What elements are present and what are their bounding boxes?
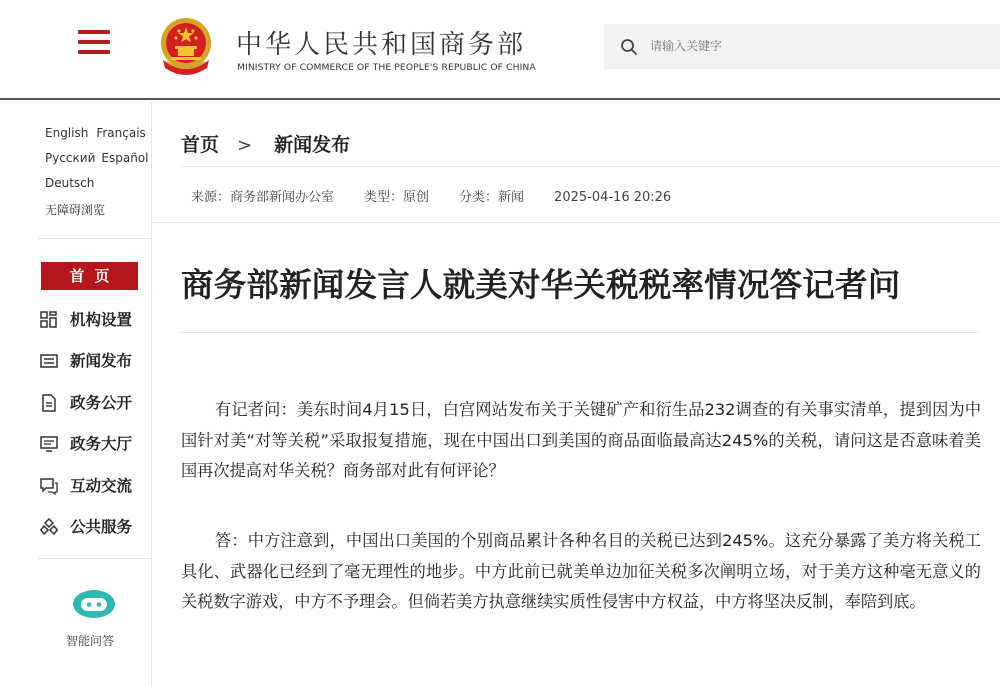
sidebar-item-label: 互动交流: [70, 477, 133, 495]
lang-russian[interactable]: Русский: [45, 151, 96, 165]
breadcrumb-separator: >: [237, 135, 253, 156]
hamburger-menu-icon[interactable]: [78, 30, 110, 58]
meta-type: 类型：原创: [364, 190, 430, 205]
search-input[interactable]: [650, 32, 980, 60]
article-title: 商务部新闻发言人就美对华关税税率情况答记者问: [181, 266, 901, 304]
news-icon: [40, 352, 58, 370]
grid-icon: [40, 311, 58, 329]
sidebar-item-organization[interactable]: [40, 306, 150, 332]
sidebar-divider: [38, 558, 152, 559]
language-row: [45, 176, 102, 190]
monitor-icon: [40, 435, 58, 453]
meta-datetime: 2025-04-16 20:26: [554, 190, 672, 205]
title-divider: [181, 332, 978, 333]
sidebar-item-public-service[interactable]: [40, 513, 150, 539]
site-title: 中华人民共和国商务部: [236, 30, 527, 60]
lang-german[interactable]: Deutsch: [45, 176, 95, 190]
sidebar-home-button[interactable]: 首页: [41, 262, 138, 290]
assistant-label[interactable]: 智能问答: [66, 634, 115, 648]
meta-source: 来源：商务部新闻办公室: [191, 190, 335, 205]
lang-english[interactable]: English: [45, 126, 89, 140]
accessibility-label[interactable]: 无障碍浏览: [45, 203, 106, 217]
language-row: [45, 151, 156, 165]
sidebar-item-service-hall[interactable]: [40, 430, 150, 456]
sidebar-item-label: 新闻发布: [70, 352, 133, 370]
article-paragraph: 有记者问：美东时间4月15日，白宫网站发布关于关键矿产和衍生品232调查的有关事实清单，提到因为中国针对美“对等关税”采取报复措施，现在中国出口到美国的商品面临最高达245%的关税，请问这是否意味着美国再次提高对华关税？商务部对此有何评论？: [181, 400, 981, 480]
search-box: [604, 24, 1000, 69]
breadcrumb-divider: [181, 166, 1000, 167]
chat-icon: [40, 477, 58, 495]
article-paragraph: 答：中方注意到，中国出口美国的个别商品累计各种名目的关税已达到245%。这充分暴露了美方将关税工具化、武器化已经到了毫无理性的地步。中方此前已就美单边加征关税多次阐明立场，对于美方这种毫无意义的关税数字游戏，中方不予理会。但倘若美方执意继续实质性侵害中方权益，中方将坚决反制，奉陪到底。: [181, 531, 981, 611]
document-icon: [40, 394, 58, 412]
sidebar-item-label: 政务公开: [70, 394, 133, 412]
breadcrumb-home[interactable]: 首页: [181, 134, 220, 156]
lang-spanish[interactable]: Español: [101, 151, 149, 165]
meta-divider: [153, 222, 1000, 223]
sidebar-item-interaction[interactable]: [40, 472, 150, 498]
site-subtitle: MINISTRY OF COMMERCE OF THE PEOPLE'S REPUBLIC OF CHINA: [237, 62, 536, 73]
breadcrumb: [181, 130, 350, 157]
meta-category: 分类：新闻: [459, 190, 525, 205]
language-row: [45, 126, 154, 140]
robot-icon[interactable]: [70, 588, 118, 620]
sidebar-divider: [38, 238, 152, 239]
article-meta: [191, 186, 701, 205]
national-emblem[interactable]: [157, 16, 215, 78]
accessibility-link[interactable]: [45, 201, 113, 218]
lang-french[interactable]: Français: [96, 126, 146, 140]
breadcrumb-current[interactable]: 新闻发布: [274, 134, 351, 156]
sidebar-item-label: 机构设置: [70, 311, 133, 329]
site-header: [0, 0, 1000, 100]
sidebar-item-news[interactable]: [40, 347, 150, 373]
sidebar-item-label: 政务大厅: [70, 435, 133, 453]
sidebar: [0, 102, 152, 686]
main-content: [181, 102, 1000, 686]
sidebar-item-disclosure[interactable]: [40, 389, 150, 415]
sidebar-item-label: 公共服务: [70, 518, 133, 536]
search-icon[interactable]: [620, 38, 638, 56]
service-icon: [40, 518, 58, 536]
